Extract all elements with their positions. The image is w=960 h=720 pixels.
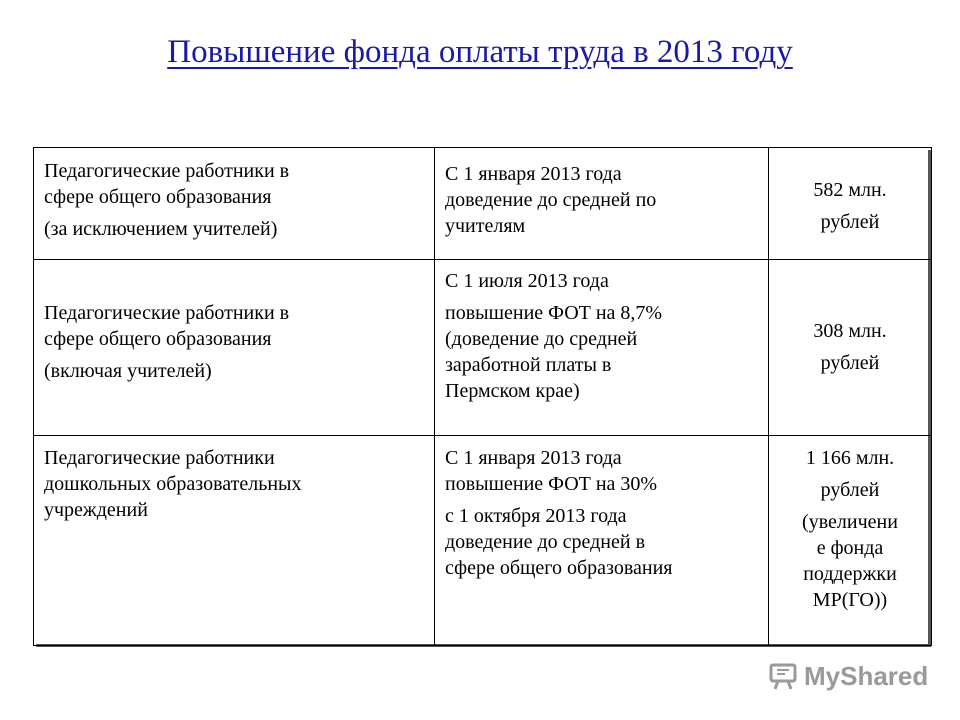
watermark-text: MyShared xyxy=(804,660,929,691)
category-line: сфере общего образования xyxy=(44,328,272,350)
measure-line: Пермском крае) xyxy=(445,380,580,402)
category-cell xyxy=(34,260,435,436)
measure-cell xyxy=(435,260,769,436)
amount-line: поддержки xyxy=(803,563,897,585)
presentation-board-icon xyxy=(768,661,798,691)
category-line: (за исключением учителей) xyxy=(44,218,278,240)
category-cell xyxy=(34,148,435,260)
amount-line: е фонда xyxy=(816,537,884,559)
page-title[interactable]: Повышение фонда оплаты труда в 2013 году xyxy=(167,34,793,70)
category-line: сфере общего образования xyxy=(44,186,272,208)
category-line: дошкольных образовательных xyxy=(44,473,302,495)
amount-line: МР(ГО)) xyxy=(812,589,888,611)
measure-line: С 1 июля 2013 года xyxy=(445,270,609,292)
amount-line: 1 166 млн. xyxy=(805,447,895,469)
table-row xyxy=(34,260,932,436)
fund-increase-table xyxy=(33,147,932,646)
measure-line: С 1 января 2013 года xyxy=(445,447,622,469)
measure-cell xyxy=(435,436,769,646)
amount-cell xyxy=(769,148,932,260)
measure-line: учителям xyxy=(445,215,526,237)
measure-line: (доведение до средней xyxy=(445,328,638,350)
amount-line: (увеличени xyxy=(802,511,898,533)
amount-line: рублей xyxy=(820,479,880,501)
amount-cell xyxy=(769,436,932,646)
measure-line: с 1 октября 2013 года xyxy=(445,505,627,527)
amount-line: 582 млн. xyxy=(813,179,887,201)
measure-line: С 1 января 2013 года xyxy=(445,163,622,185)
amount-line: рублей xyxy=(820,211,880,233)
measure-line: повышение ФОТ на 8,7% xyxy=(445,302,663,324)
category-line: Педагогические работники xyxy=(44,447,275,469)
category-line: (включая учителей) xyxy=(44,360,212,382)
measure-line: доведение до средней по xyxy=(445,189,657,211)
watermark xyxy=(768,656,938,696)
measure-line: повышение ФОТ на 30% xyxy=(445,473,658,495)
measure-line: заработной платы в xyxy=(445,354,612,376)
measure-cell xyxy=(435,148,769,260)
category-cell xyxy=(34,436,435,646)
measure-line: доведение до средней в xyxy=(445,531,646,553)
amount-line: рублей xyxy=(820,352,880,374)
amount-line: 308 млн. xyxy=(813,320,887,342)
category-line: Педагогические работники в xyxy=(44,160,290,182)
amount-cell xyxy=(769,260,932,436)
measure-line: сфере общего образования xyxy=(445,557,673,579)
category-line: учреждений xyxy=(44,499,148,521)
table-row xyxy=(34,436,932,646)
category-line: Педагогические работники в xyxy=(44,302,290,324)
table-row xyxy=(34,148,932,260)
